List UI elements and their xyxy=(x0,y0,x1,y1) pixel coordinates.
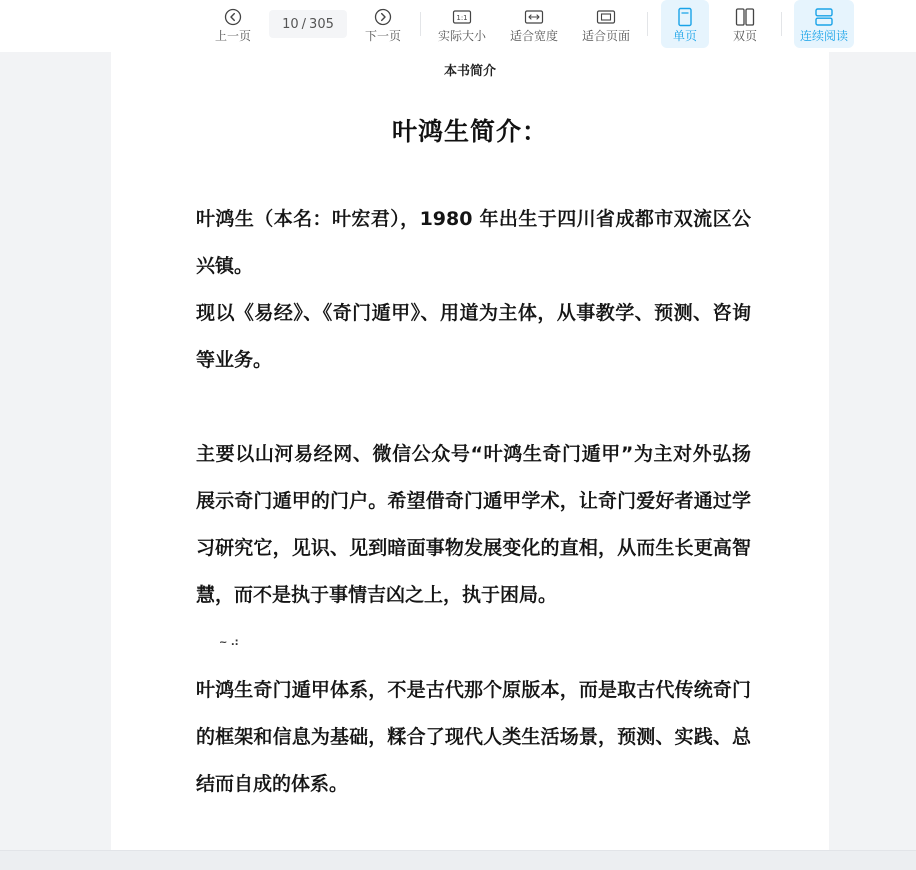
running-head: 本书简介 xyxy=(443,64,496,79)
next-page-button[interactable] xyxy=(358,0,408,48)
paragraph: 主要以山河易经网、微信公众号“叶鸿生奇门遁甲”为主对外弘扬展示奇门遁甲的门户。希望借奇门遁甲学术，让奇门爱好者通过学习研究它，见识、见到暗面事物发展变化的直相，从而生长更高智慧，而不是执于事情吉凶之上，执于困局。 xyxy=(196,443,751,606)
chevron-left-circle-icon xyxy=(224,6,242,28)
single-page-button[interactable] xyxy=(661,0,709,48)
document-viewport[interactable] xyxy=(0,52,916,850)
document-page xyxy=(111,52,829,850)
chevron-right-circle-icon xyxy=(374,6,392,28)
page-separator: / xyxy=(301,16,307,32)
paragraph: 叶鸿生（本名：叶宏君），1980 年出生于四川省成都市双流区公兴镇。 xyxy=(196,208,751,277)
actual-size-button[interactable] xyxy=(434,0,490,48)
paragraph: 叶鸿生奇门遁甲体系，不是古代那个原版本，而是取古代传统奇门的框架和信息为基础，糅合了现代人类生活场景，预测、实践、总结而自成的体系。 xyxy=(196,679,751,795)
toolbar-divider xyxy=(647,12,648,36)
continuous-read-label: 连续阅读 xyxy=(799,29,848,43)
double-page-label: 双页 xyxy=(732,29,757,43)
actual-size-icon xyxy=(452,6,472,28)
double-page-icon xyxy=(735,6,755,28)
fit-page-icon xyxy=(596,6,616,28)
document-title: 叶鸿生简介： xyxy=(391,117,548,146)
fit-width-icon xyxy=(524,6,544,28)
next-page-label: 下一页 xyxy=(364,29,401,43)
prev-page-button[interactable] xyxy=(208,0,258,48)
single-page-icon xyxy=(677,6,693,28)
bottom-scroll-area xyxy=(0,850,916,870)
fit-width-label: 适合宽度 xyxy=(509,29,558,43)
current-page-number[interactable]: 10 xyxy=(282,16,299,32)
continuous-read-button[interactable] xyxy=(794,0,854,48)
fit-page-label: 适合页面 xyxy=(581,29,630,43)
fit-width-button[interactable] xyxy=(506,0,562,48)
actual-size-icon-text: 1:1 xyxy=(456,14,468,22)
continuous-read-icon xyxy=(814,6,834,28)
prev-page-label: 上一页 xyxy=(214,29,251,43)
actual-size-label: 实际大小 xyxy=(437,29,486,43)
toolbar-divider xyxy=(781,12,782,36)
reader-toolbar xyxy=(0,0,916,52)
paragraph: 现以《易经》、《奇门遁甲》、用道为主体，从事教学、预测、咨询等业务。 xyxy=(196,302,751,371)
toolbar-divider xyxy=(420,12,421,36)
page-number-field[interactable] xyxy=(269,10,347,38)
double-page-button[interactable] xyxy=(721,0,769,48)
total-page-count: 305 xyxy=(309,16,334,32)
scan-smudge: ~ .: xyxy=(219,637,239,648)
fit-page-button[interactable] xyxy=(578,0,634,48)
single-page-label: 单页 xyxy=(672,29,697,43)
